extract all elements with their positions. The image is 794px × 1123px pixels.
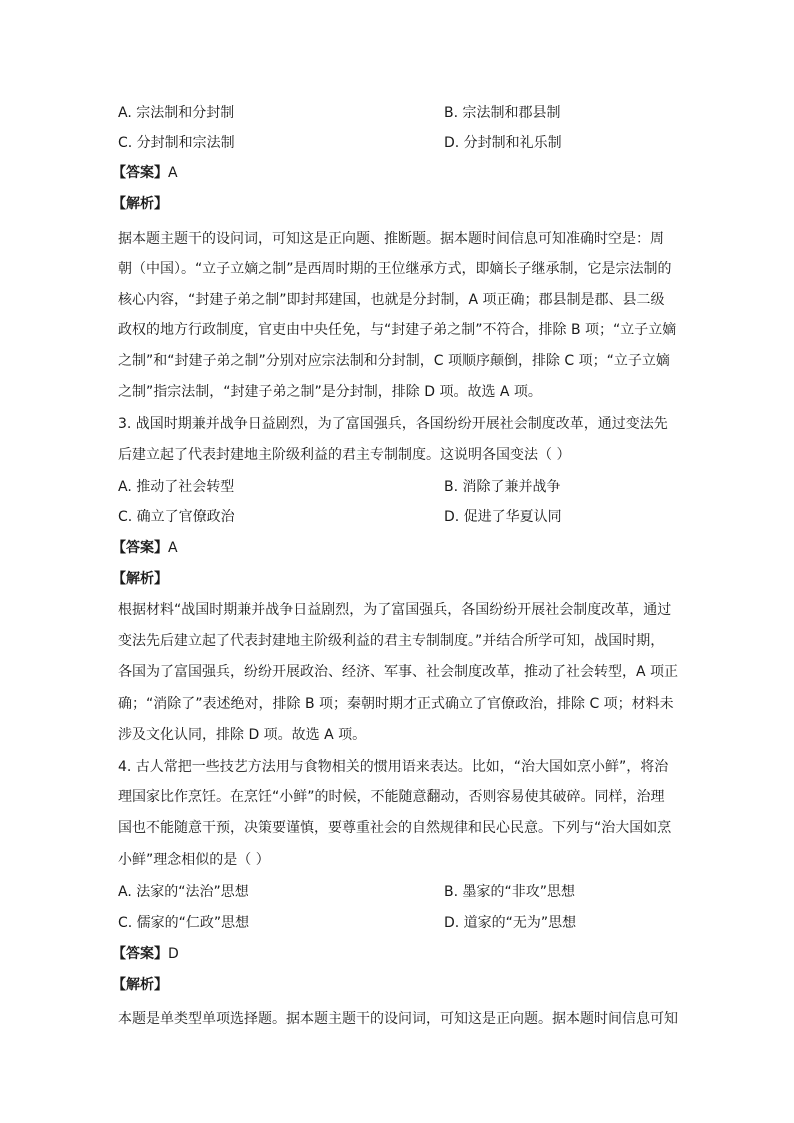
answer-label: 【答案】 bbox=[112, 540, 168, 556]
q2-analysis-line: 之制”和“封建子弟之制”分别对应宗法制和分封制，C 项顺序颠倒，排除 C 项；“立子立嫡 bbox=[118, 353, 670, 369]
q3-option-c: C. 确立了官僚政治 bbox=[118, 509, 235, 525]
answer-value: A bbox=[168, 540, 178, 556]
q3-option-a: A. 推动了社会转型 bbox=[118, 479, 235, 495]
q4-analysis-label: 【解析】 bbox=[112, 977, 168, 993]
q3-analysis-line: 确；“消除了”表述绝对，排除 B 项；秦朝时期才正式确立了官僚政治，排除 C 项；材料未 bbox=[118, 696, 674, 712]
q3-analysis-line: 涉及文化认同，排除 D 项。故选 A 项。 bbox=[118, 727, 367, 743]
q4-option-row-2 bbox=[118, 911, 678, 935]
q3-analysis-label: 【解析】 bbox=[112, 571, 168, 587]
q4-answer bbox=[112, 942, 179, 966]
q4-stem-line: 小鲜”理念相似的是（ ） bbox=[118, 852, 270, 868]
q2-option-row-2 bbox=[118, 131, 678, 155]
q4-option-c: C. 儒家的“仁政”思想 bbox=[118, 915, 250, 931]
q3-analysis-line: 根据材料“战国时期兼并战争日益剧烈，为了富国强兵，各国纷纷开展社会制度改革，通过 bbox=[118, 602, 672, 618]
answer-value: A bbox=[168, 165, 178, 181]
q2-analysis-line: 据本题主题干的设问词，可知这是正向题、推断题。据本题时间信息可知准确时空是：周 bbox=[118, 231, 664, 247]
q3-option-b: B. 消除了兼并战争 bbox=[444, 479, 561, 495]
q4-option-d: D. 道家的“无为”思想 bbox=[444, 915, 577, 931]
q4-stem-line: 国也不能随意干预，决策要谨慎，要尊重社会的自然规律和民心民意。下列与“治大国如烹 bbox=[118, 820, 672, 836]
q4-option-row-1 bbox=[118, 880, 678, 904]
q2-option-b: B. 宗法制和郡县制 bbox=[444, 105, 561, 121]
q4-analysis-line: 本题是单类型单项选择题。据本题主题干的设问词，可知这是正向题。据本题时间信息可知 bbox=[118, 1011, 678, 1027]
q3-option-row-1 bbox=[118, 475, 678, 499]
q4-stem-line: 4. 古人常把一些技艺方法用与食物相关的惯用语来表达。比如，“治大国如烹小鲜”，将治 bbox=[118, 759, 669, 775]
q2-option-row-1 bbox=[118, 101, 678, 125]
q3-analysis-line: 变法先后建立起了代表封建地主阶级利益的君主专制制度。”并结合所学可知，战国时期， bbox=[118, 633, 665, 649]
q2-option-c: C. 分封制和宗法制 bbox=[118, 135, 235, 151]
q2-analysis-line: 政权的地方行政制度，官吏由中央任免，与“封建子弟之制”不符合，排除 B 项；“立子立嫡 bbox=[118, 322, 677, 338]
q3-stem-line: 后建立起了代表封建地主阶级利益的君主专制制度。这说明各国变法（ ） bbox=[118, 447, 571, 463]
answer-value: D bbox=[168, 946, 179, 962]
answer-label: 【答案】 bbox=[112, 165, 168, 181]
answer-label: 【答案】 bbox=[112, 946, 168, 962]
q3-option-d: D. 促进了华夏认同 bbox=[444, 509, 562, 525]
q2-analysis-line: 朝（中国）。“立子立嫡之制”是西周时期的王位继承方式，即嫡长子继承制，它是宗法制的 bbox=[118, 261, 672, 277]
q3-stem-line: 3. 战国时期兼并战争日益剧烈，为了富国强兵，各国纷纷开展社会制度改革，通过变法先 bbox=[118, 416, 668, 432]
q2-analysis-line: 之制”指宗法制，“封建子弟之制”是分封制，排除 D 项。故选 A 项。 bbox=[118, 384, 542, 400]
q4-option-b: B. 墨家的“非攻”思想 bbox=[444, 884, 576, 900]
q4-option-a: A. 法家的“法治”思想 bbox=[118, 884, 249, 900]
q2-analysis-label: 【解析】 bbox=[112, 196, 168, 212]
q2-option-d: D. 分封制和礼乐制 bbox=[444, 135, 562, 151]
q3-analysis-line: 各国为了富国强兵，纷纷开展政治、经济、军事、社会制度改革，推动了社会转型，A 项正 bbox=[118, 664, 679, 680]
q4-stem-line: 理国家比作烹饪。在烹饪“小鲜”的时候，不能随意翻动，否则容易使其破碎。同样，治理 bbox=[118, 789, 665, 805]
q3-option-row-2 bbox=[118, 505, 678, 529]
q2-analysis-line: 核心内容，“封建子弟之制”即封邦建国，也就是分封制，A 项正确；郡县制是郡、县二级 bbox=[118, 292, 665, 308]
q3-answer bbox=[112, 536, 178, 560]
q2-answer bbox=[112, 161, 178, 185]
q2-option-a: A. 宗法制和分封制 bbox=[118, 105, 235, 121]
